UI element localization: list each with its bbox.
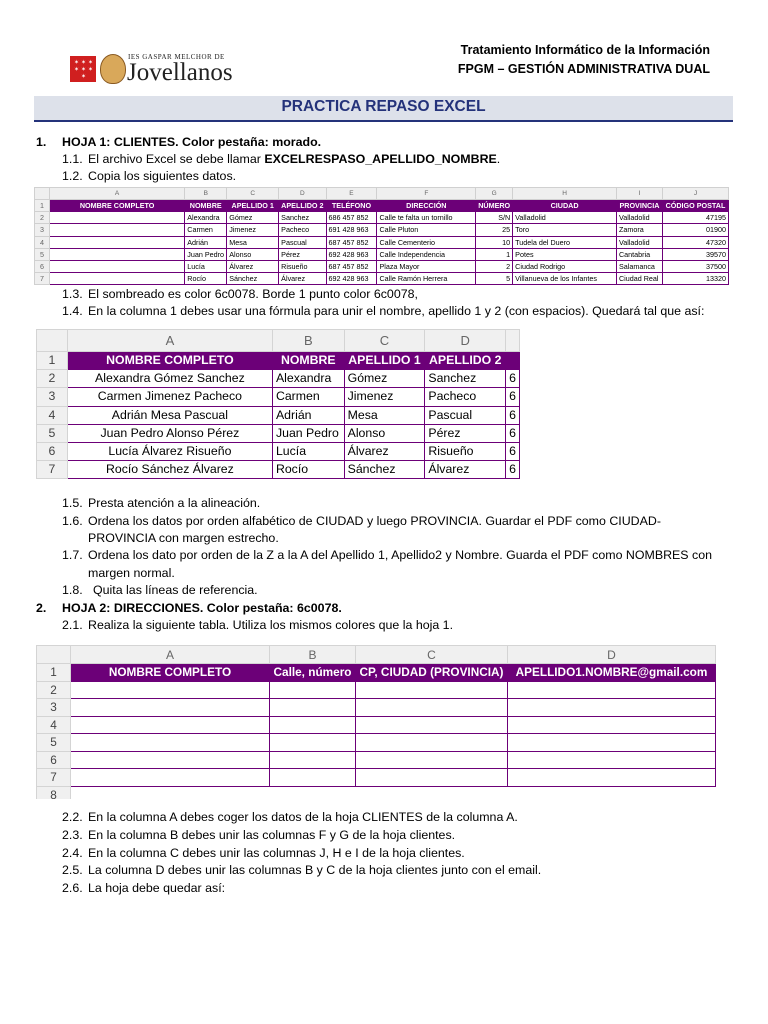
column-header: B bbox=[185, 188, 227, 200]
row-number: 6 bbox=[37, 442, 68, 460]
data-cell bbox=[356, 734, 508, 752]
header-cell: APELLIDO 2 bbox=[279, 200, 326, 212]
header-course: Tratamiento Informático de la Información bbox=[460, 43, 710, 57]
column-header: I bbox=[616, 188, 662, 200]
table-row bbox=[37, 388, 520, 406]
column-header: C bbox=[344, 330, 425, 352]
header-cell: DIRECCIÓN bbox=[377, 200, 476, 212]
data-cell bbox=[270, 751, 356, 769]
row-number: 5 bbox=[37, 734, 71, 752]
table-row bbox=[37, 786, 716, 799]
data-cell: Sánchez bbox=[344, 461, 425, 479]
data-cell bbox=[49, 212, 184, 224]
table-row bbox=[37, 769, 716, 787]
data-cell: Adrián bbox=[272, 406, 344, 424]
data-cell: 6 bbox=[506, 406, 520, 424]
data-cell: 39570 bbox=[662, 248, 728, 260]
data-cell bbox=[71, 769, 270, 787]
data-cell bbox=[270, 769, 356, 787]
data-cell: 6 bbox=[506, 388, 520, 406]
data-cell bbox=[508, 786, 716, 799]
header-cell bbox=[506, 352, 520, 370]
data-cell bbox=[49, 236, 184, 248]
data-cell: Gómez bbox=[344, 370, 425, 388]
row-number: 4 bbox=[37, 406, 68, 424]
data-cell: 687 457 852 bbox=[326, 236, 377, 248]
data-cell: Ciudad Real bbox=[616, 273, 662, 285]
table-row bbox=[37, 751, 716, 769]
data-cell bbox=[270, 734, 356, 752]
column-header: C bbox=[227, 188, 279, 200]
data-cell: Villanueva de los Infantes bbox=[513, 273, 617, 285]
table-row bbox=[37, 681, 716, 699]
column-header: A bbox=[67, 330, 272, 352]
table-row bbox=[35, 260, 729, 272]
data-cell: Zamora bbox=[616, 224, 662, 236]
column-header: A bbox=[49, 188, 184, 200]
data-cell: Calle te falta un tornillo bbox=[377, 212, 476, 224]
row-number: 8 bbox=[37, 786, 71, 799]
data-cell bbox=[508, 681, 716, 699]
data-cell: Pacheco bbox=[279, 224, 326, 236]
data-cell bbox=[71, 716, 270, 734]
data-cell: Mesa bbox=[227, 236, 279, 248]
data-cell: Adrián Mesa Pascual bbox=[67, 406, 272, 424]
item-1-7-cont: margen normal. bbox=[88, 566, 175, 580]
row-number: 2 bbox=[37, 370, 68, 388]
madrid-flag-logo: ✶ ✶ ✶ ✶ ✶ ✶ ✶ bbox=[70, 56, 96, 82]
data-cell: 692 428 963 bbox=[326, 248, 377, 260]
data-cell bbox=[49, 273, 184, 285]
data-cell: Pascual bbox=[425, 406, 506, 424]
data-cell: 2 bbox=[476, 260, 513, 272]
data-cell: 687 457 852 bbox=[326, 260, 377, 272]
data-cell bbox=[270, 786, 356, 799]
row-number: 6 bbox=[37, 751, 71, 769]
data-cell: Toro bbox=[513, 224, 617, 236]
header-cell: APELLIDO 2 bbox=[425, 352, 506, 370]
data-cell: 691 428 963 bbox=[326, 224, 377, 236]
row-number: 7 bbox=[37, 769, 71, 787]
header-cell: Calle, número bbox=[270, 664, 356, 682]
data-cell: Cantabria bbox=[616, 248, 662, 260]
data-cell: Lucía bbox=[272, 442, 344, 460]
data-cell: 13320 bbox=[662, 273, 728, 285]
direcciones-sheet-image: A B C D 1 NOMBRE COMPLETO Calle, número CP, CIUDAD (PROVINCIA) APELLIDO1.NOMBRE@gmail.com 2 3 4 5 6 7 8 bbox=[36, 645, 730, 799]
data-cell: Carmen bbox=[185, 224, 227, 236]
column-header: D bbox=[279, 188, 326, 200]
data-cell: Salamanca bbox=[616, 260, 662, 272]
item-1-6-cont: PROVINCIA con margen estrecho. bbox=[88, 531, 279, 545]
data-cell: 10 bbox=[476, 236, 513, 248]
data-cell: Álvarez bbox=[425, 461, 506, 479]
row-number: 6 bbox=[35, 260, 50, 272]
header-program: FPGM – GESTIÓN ADMINISTRATIVA DUAL bbox=[457, 62, 710, 76]
logo-title: Jovellanos bbox=[127, 59, 233, 86]
data-cell: 01900 bbox=[662, 224, 728, 236]
table-row bbox=[35, 236, 729, 248]
table-row bbox=[37, 734, 716, 752]
data-cell: Álvarez bbox=[227, 260, 279, 272]
header-cell: NOMBRE bbox=[185, 200, 227, 212]
header-cell: NOMBRE COMPLETO bbox=[49, 200, 184, 212]
column-header: E bbox=[326, 188, 377, 200]
data-cell bbox=[71, 734, 270, 752]
data-cell: Alonso bbox=[227, 248, 279, 260]
table-row bbox=[35, 212, 729, 224]
logo-subtitle: IES GASPAR MELCHOR DE bbox=[128, 53, 225, 61]
row-number: 5 bbox=[37, 424, 68, 442]
data-cell: Jimenez bbox=[344, 388, 425, 406]
data-cell: 692 428 963 bbox=[326, 273, 377, 285]
data-cell: Lucía bbox=[185, 260, 227, 272]
row-number: 4 bbox=[35, 236, 50, 248]
data-cell: Pérez bbox=[279, 248, 326, 260]
data-cell: Adrián bbox=[185, 236, 227, 248]
data-cell bbox=[356, 699, 508, 717]
data-cell bbox=[356, 681, 508, 699]
nombre-completo-sheet-image: A B C D 1 NOMBRE COMPLETO NOMBRE APELLIDO 1 APELLIDO 2 2 Alexandra Gómez Sanchez Alexandra Gómez Sanchez 6 3 Carmen Jimenez Pacheco Carmen Jimenez Pacheco 6 4 Adrián Mesa Pascual Adrián Mesa Pascual 6 5 Juan Pedro Alonso Pérez Juan Pedro Alonso Pérez 6 6 Lucía Álvarez Risueño Lucía Álvarez Risueño 6 7 Rocío Sánchez Álvarez Rocío Sánchez Álvarez 6 bbox=[36, 329, 520, 483]
data-cell: Pascual bbox=[279, 236, 326, 248]
header-cell: NOMBRE bbox=[272, 352, 344, 370]
page-title: PRACTICA REPASO EXCEL bbox=[281, 98, 486, 115]
table-row bbox=[37, 716, 716, 734]
data-cell: 6 bbox=[506, 424, 520, 442]
data-cell: Gómez bbox=[227, 212, 279, 224]
data-cell: 47195 bbox=[662, 212, 728, 224]
data-cell bbox=[49, 224, 184, 236]
data-cell: Valladolid bbox=[513, 212, 617, 224]
data-cell: Rocío bbox=[185, 273, 227, 285]
table-row bbox=[37, 699, 716, 717]
header-cell: NOMBRE COMPLETO bbox=[71, 664, 270, 682]
column-header: G bbox=[476, 188, 513, 200]
data-cell: Álvarez bbox=[344, 442, 425, 460]
column-header bbox=[506, 330, 520, 352]
header-cell: CP, CIUDAD (PROVINCIA) bbox=[356, 664, 508, 682]
row-number: 3 bbox=[37, 388, 68, 406]
data-cell: 47320 bbox=[662, 236, 728, 248]
column-header: B bbox=[270, 646, 356, 664]
header-cell: CIUDAD bbox=[513, 200, 617, 212]
data-cell: Calle Independencia bbox=[377, 248, 476, 260]
table-row bbox=[37, 406, 520, 424]
row-number: 4 bbox=[37, 716, 71, 734]
jovellanos-portrait-logo bbox=[100, 54, 126, 84]
data-cell bbox=[49, 260, 184, 272]
data-cell bbox=[71, 786, 270, 799]
table-row bbox=[37, 370, 520, 388]
header-cell: APELLIDO1.NOMBRE@gmail.com bbox=[508, 664, 716, 682]
data-cell: Sanchez bbox=[279, 212, 326, 224]
header-cell: NÚMERO bbox=[476, 200, 513, 212]
data-cell: 6 bbox=[506, 461, 520, 479]
data-cell: Ciudad Rodrigo bbox=[513, 260, 617, 272]
data-cell: Rocío bbox=[272, 461, 344, 479]
data-cell bbox=[270, 699, 356, 717]
data-cell: S/N bbox=[476, 212, 513, 224]
data-cell bbox=[49, 248, 184, 260]
header-cell: PROVINCIA bbox=[616, 200, 662, 212]
page-title-bar bbox=[34, 96, 733, 122]
data-cell bbox=[356, 751, 508, 769]
data-cell: Jimenez bbox=[227, 224, 279, 236]
data-cell: Alexandra Gómez Sanchez bbox=[67, 370, 272, 388]
data-cell: Juan Pedro bbox=[185, 248, 227, 260]
column-header: H bbox=[513, 188, 617, 200]
data-cell bbox=[356, 769, 508, 787]
row-number: 2 bbox=[37, 681, 71, 699]
data-cell bbox=[508, 716, 716, 734]
data-cell: Risueño bbox=[279, 260, 326, 272]
data-cell: Carmen bbox=[272, 388, 344, 406]
data-cell: 5 bbox=[476, 273, 513, 285]
row-number: 5 bbox=[35, 248, 50, 260]
data-cell: 37500 bbox=[662, 260, 728, 272]
data-cell: Álvarez bbox=[279, 273, 326, 285]
data-cell bbox=[508, 734, 716, 752]
data-cell: Alexandra bbox=[272, 370, 344, 388]
header-cell: APELLIDO 1 bbox=[227, 200, 279, 212]
data-cell: Tudela del Duero bbox=[513, 236, 617, 248]
data-cell: Pérez bbox=[425, 424, 506, 442]
data-cell: Valladolid bbox=[616, 212, 662, 224]
header-cell: CÓDIGO POSTAL bbox=[662, 200, 728, 212]
header-cell: TELÉFONO bbox=[326, 200, 377, 212]
data-cell: Juan Pedro bbox=[272, 424, 344, 442]
data-cell: 686 457 852 bbox=[326, 212, 377, 224]
data-cell bbox=[71, 681, 270, 699]
data-cell bbox=[270, 681, 356, 699]
column-header: D bbox=[425, 330, 506, 352]
column-header: C bbox=[356, 646, 508, 664]
data-cell: Carmen Jimenez Pacheco bbox=[67, 388, 272, 406]
data-cell bbox=[270, 716, 356, 734]
data-cell bbox=[356, 716, 508, 734]
table-row bbox=[35, 224, 729, 236]
data-cell: Sánchez bbox=[227, 273, 279, 285]
column-header: F bbox=[377, 188, 476, 200]
data-cell: 6 bbox=[506, 370, 520, 388]
column-header: B bbox=[272, 330, 344, 352]
data-cell: Lucía Álvarez Risueño bbox=[67, 442, 272, 460]
data-cell: Plaza Mayor bbox=[377, 260, 476, 272]
row-number: 7 bbox=[37, 461, 68, 479]
data-cell bbox=[508, 769, 716, 787]
data-cell: 6 bbox=[506, 442, 520, 460]
data-cell: Juan Pedro Alonso Pérez bbox=[67, 424, 272, 442]
data-cell bbox=[508, 699, 716, 717]
header-cell: NOMBRE COMPLETO bbox=[67, 352, 272, 370]
table-row bbox=[37, 424, 520, 442]
data-cell: Calle Pluton bbox=[377, 224, 476, 236]
row-number: 3 bbox=[37, 699, 71, 717]
column-header: A bbox=[71, 646, 270, 664]
table-row bbox=[37, 442, 520, 460]
data-cell: Sanchez bbox=[425, 370, 506, 388]
column-header: D bbox=[508, 646, 716, 664]
data-cell: Calle Ramón Herrera bbox=[377, 273, 476, 285]
row-number: 3 bbox=[35, 224, 50, 236]
data-cell: Alonso bbox=[344, 424, 425, 442]
data-cell: Alexandra bbox=[185, 212, 227, 224]
data-cell: Valladolid bbox=[616, 236, 662, 248]
data-cell bbox=[71, 751, 270, 769]
row-number: 7 bbox=[35, 273, 50, 285]
data-cell: 1 bbox=[476, 248, 513, 260]
row-number: 2 bbox=[35, 212, 50, 224]
column-header: J bbox=[662, 188, 728, 200]
data-cell: Potes bbox=[513, 248, 617, 260]
data-cell: Calle Cementerio bbox=[377, 236, 476, 248]
header-cell: APELLIDO 1 bbox=[344, 352, 425, 370]
clientes-sheet-image: A B C D E F G H I J 1 NOMBRE COMPLETO NOMBRE APELLIDO 1 APELLIDO 2 TELÉFONO DIRECCIÓN NÚMERO CIUDAD PROVINCIA CÓDIGO POSTAL 2 Alexandra Gómez Sanchez 686 457 852 Calle te falta un tornillo S/N Valladolid Valladolid 47195 3 Carmen Jimenez Pacheco 691 428 963 Calle Pluton 25 Toro Zamora 01900 4 Adrián Mesa Pascual 687 457 852 Calle Cementerio 10 Tudela del Duero Valladolid 47320 5 Juan Pedro Alonso Pérez 692 428 963 Calle Independencia 1 Potes Cantabria 39570 6 Lucía Álvarez Risueño 687 457 852 Plaza Mayor 2 Ciudad Rodrigo Salamanca 37500 7 Rocío Sánchez Álvarez 692 428 963 Calle Ramón Herrera 5 Villanueva de los Infantes Ciudad Real 13320 bbox=[34, 187, 729, 285]
data-cell: Rocío Sánchez Álvarez bbox=[67, 461, 272, 479]
data-cell bbox=[356, 786, 508, 799]
data-cell: Risueño bbox=[425, 442, 506, 460]
table-row bbox=[37, 461, 520, 479]
data-cell bbox=[71, 699, 270, 717]
data-cell bbox=[508, 751, 716, 769]
data-cell: Mesa bbox=[344, 406, 425, 424]
data-cell: Pacheco bbox=[425, 388, 506, 406]
table-row bbox=[35, 248, 729, 260]
data-cell: 25 bbox=[476, 224, 513, 236]
table-row bbox=[35, 273, 729, 285]
